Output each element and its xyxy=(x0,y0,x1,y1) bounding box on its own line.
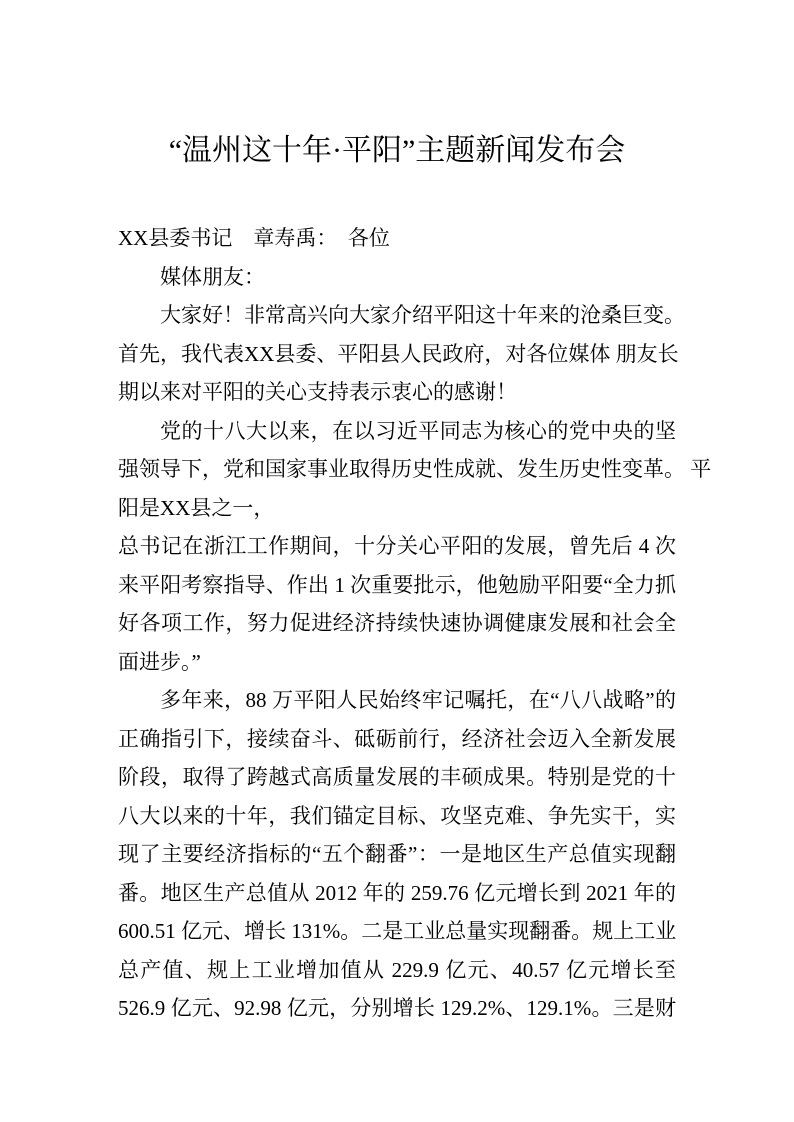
text-line: 首先，我代表XX县委、平阳县人民政府，对各位媒体 朋友长 xyxy=(118,341,679,366)
text-line: 好各项工作，努力促进经济持续快速协调健康发展和社会全 xyxy=(118,611,676,635)
text-line: XX县委书记 章寿禹： 各位 xyxy=(118,226,390,250)
text-line: 阳是XX县之一， xyxy=(118,495,275,520)
text-line: 多年来，88 万平阳人民始终牢记嘱托，在“八八战略”的 xyxy=(160,688,676,712)
text-line: 现了主要经济指标的“五个翻番”：一是地区生产总值实现翻 xyxy=(118,842,676,866)
text-line: 526.9 亿元、92.98 亿元，分别增长 129.2%、129.1%。三是财 xyxy=(118,996,676,1020)
text-line: 总书记在浙江工作期间，十分关心平阳的发展，曾先后 4 次 xyxy=(118,534,676,558)
text-line: 期以来对平阳的关心支持表示衷心的感谢！ xyxy=(118,380,517,404)
text-line: 正确指引下，接续奋斗、砥砺前行，经济社会迈入全新发展 xyxy=(118,726,676,751)
text-line: 大家好！非常高兴向大家介绍平阳这十年来的沧桑巨变。 xyxy=(160,303,685,327)
text-line: 八大以来的十年，我们锚定目标、攻坚克难、争先实干，实 xyxy=(118,803,676,828)
text-line: 600.51 亿元、增长 131%。二是工业总量实现翻番。规上工业 xyxy=(118,919,677,943)
text-line: 阶段，取得了跨越式高质量发展的丰硕成果。特别是党的十 xyxy=(118,765,676,789)
text-line: 番。地区生产总值从 2012 年的 259.76 亿元增长到 2021 年的 xyxy=(118,880,676,905)
text-line: 来平阳考察指导、作出 1 次重要批示，他勉励平阳要“全力抓 xyxy=(118,572,676,597)
text-line: 党的十八大以来，在以习近平同志为核心的党中央的坚 xyxy=(160,418,676,443)
document-body xyxy=(118,219,712,1028)
text-line: 媒体朋友： xyxy=(160,264,265,289)
document-title: “温州这十年·平阳”主题新闻发布会 xyxy=(168,134,626,167)
text-line: 总产值、规上工业增加值从 229.9 亿元、40.57 亿元增长至 xyxy=(118,957,676,982)
text-line: 面进步。” xyxy=(118,649,201,674)
text-line: 强领导下，党和国家事业取得历史性成就、发生历史性变革。 平 xyxy=(118,457,712,481)
